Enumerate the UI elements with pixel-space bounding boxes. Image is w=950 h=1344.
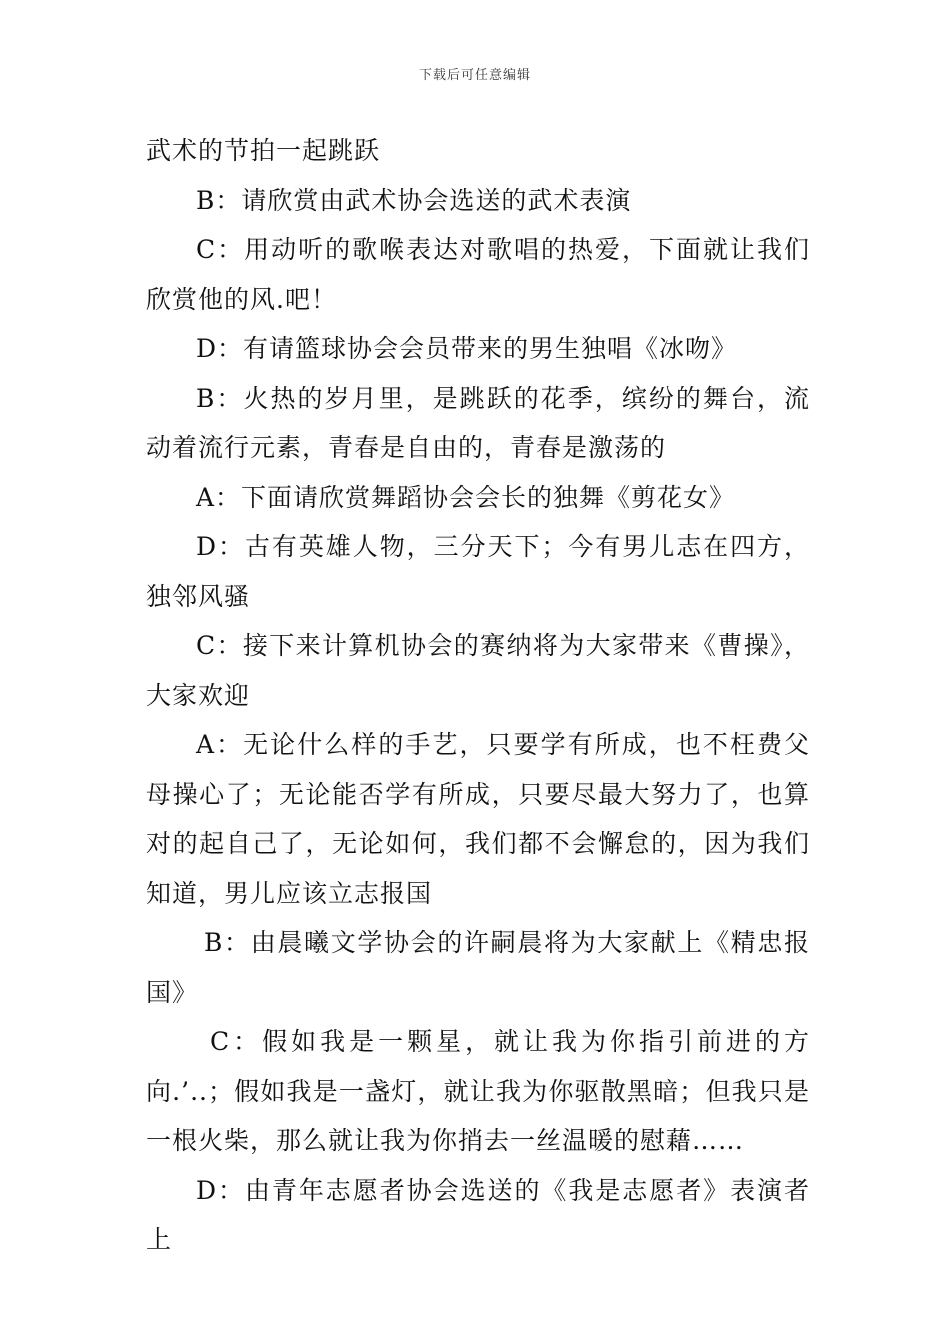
paragraph-9: A：无论什么样的手艺，只要学有所成，也不枉费父母操心了；无论能否学有所成，只要尽最大努力了，也算对的起自己了，无论如何，我们都不会懈怠的，因为我们知道，男儿应该立志报国 [146, 730, 810, 908]
paragraph-7: D：古有英雄人物，三分天下；今有男儿志在四方，独邻风骚 [146, 532, 810, 611]
paragraph-10: B：由晨曦文学协会的许嗣晨将为大家献上《精忠报国》 [146, 928, 810, 1007]
paragraph-8: C：接下来计算机协会的赛纳将为大家带来《曹操》，大家欢迎 [146, 631, 810, 710]
paragraph-11: C：假如我是一颗星，就让我为你指引前进的方向.’..；假如我是一盏灯，就让我为你驱散黑暗；但我只是一根火柴，那么就让我为你捎去一丝温暖的慰藉…… [146, 1027, 810, 1155]
page-header: 下载后可任意编辑 [418, 68, 531, 83]
paragraph-3: C：用动听的歌喉表达对歌唱的热爱，下面就让我们欣赏他的风.吧！ [146, 235, 810, 314]
document-body [146, 126, 810, 1265]
paragraph-6: A：下面请欣赏舞蹈协会会长的独舞《剪花女》 [196, 482, 736, 512]
paragraph-2: B：请欣赏由武术协会选送的武术表演 [196, 185, 632, 215]
paragraph-4: D：有请篮球协会会员带来的男生独唱《冰吻》 [196, 334, 738, 363]
paragraph-1: 武术的节拍一起跳跃 [146, 136, 381, 165]
paragraph-5: B：火热的岁月里，是跳跃的花季，缤纷的舞台，流动着流行元素，青春是自由的，青春是激荡的 [146, 383, 810, 462]
paragraph-12: D：由青年志愿者协会选送的《我是志愿者》表演者上 [146, 1175, 810, 1254]
